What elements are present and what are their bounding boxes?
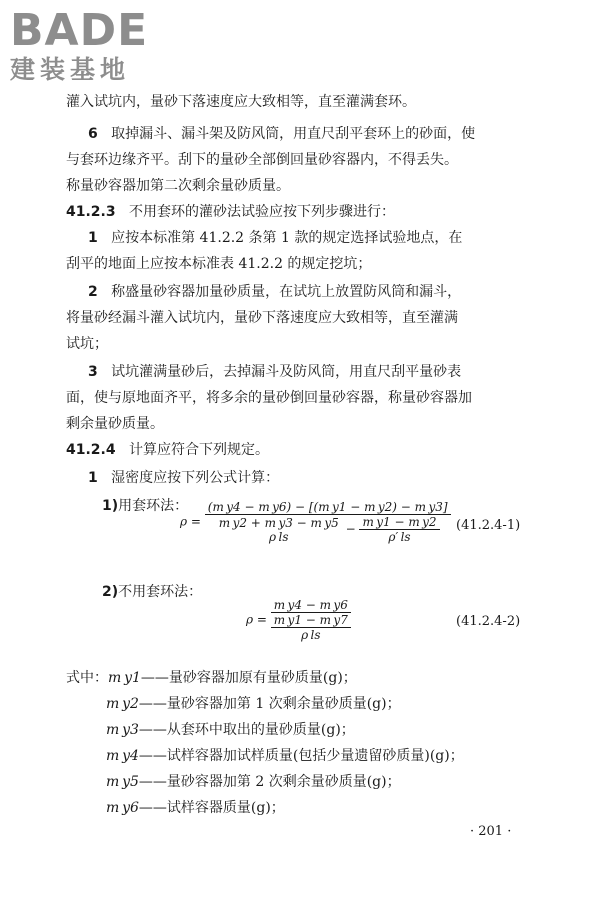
paragraph-line: 灌入试坑内，量砂下落速度应大致相等，直至灌满套环。 <box>66 94 416 110</box>
item-2-line <box>88 282 461 302</box>
item-text: 试坑灌满量砂后，去掉漏斗及防风筒，用直尺刮平量砂表 <box>111 364 462 380</box>
definition-row <box>66 668 357 688</box>
den-left-denominator: ρ ls <box>269 529 289 544</box>
definition-text: ——量砂容器加原有量砂质量(g)； <box>140 670 357 686</box>
item-6-line <box>88 124 475 144</box>
definition-text: ——试样容器加试样质量(包括少量遗留砂质量)(g)； <box>138 748 464 764</box>
formula-denominator <box>205 514 451 544</box>
definition-symbol: m y6 <box>106 800 139 816</box>
formula-mid: m y1 − m y7 <box>273 613 348 627</box>
denominator-right-fraction <box>359 515 439 544</box>
definition-text: ——试样容器质量(g)； <box>138 800 285 816</box>
item-number: 6 <box>88 126 98 142</box>
definition-symbol: m y2 <box>106 696 139 712</box>
paragraph-line: 刮平的地面上应按本标准表 41.2.2 的规定挖坑； <box>66 256 372 272</box>
definition-symbol: m y1 <box>108 670 141 686</box>
formula-minus: − <box>345 522 356 536</box>
formula-41-2-4-2 <box>246 598 351 642</box>
section-41-2-4 <box>66 440 269 460</box>
definition-symbol: m y4 <box>106 748 139 764</box>
formula-fraction <box>205 500 451 544</box>
den-right-denominator: ρ′ ls <box>359 529 439 544</box>
method-2-heading <box>102 582 202 602</box>
definition-row <box>106 746 464 766</box>
den-right-numerator: m y1 − m y2 <box>362 515 437 529</box>
definition-row <box>106 720 355 740</box>
definition-row <box>106 798 285 818</box>
definitions-intro: 式中： <box>66 670 108 686</box>
paragraph-line: 试坑； <box>66 336 108 352</box>
item-3-line <box>88 362 461 382</box>
definition-symbol: m y5 <box>106 774 139 790</box>
formula-lhs: ρ = <box>246 612 267 627</box>
item-number: 1 <box>88 230 98 246</box>
logo <box>10 5 149 84</box>
formula-lhs: ρ = <box>180 514 201 529</box>
method-label: 2) <box>102 584 119 600</box>
section-text: 计算应符合下列规定。 <box>128 442 269 458</box>
item-text: 取掉漏斗、漏斗架及防风筒，用直尺刮平套环上的砂面，使 <box>111 126 476 142</box>
formula-fraction <box>271 598 351 642</box>
formula-top: m y4 − m y6 <box>273 598 348 612</box>
definition-text: ——量砂容器加第 1 次剩余量砂质量(g)； <box>138 696 401 712</box>
calc-item-1 <box>88 468 279 488</box>
definition-row <box>106 694 401 714</box>
section-number: 41.2.4 <box>66 442 116 458</box>
method-label: 1) <box>102 498 119 514</box>
item-text: 称盛量砂容器加量砂质量，在试坑上放置防风筒和漏斗， <box>111 284 462 300</box>
formula-denominator <box>271 612 351 642</box>
equation-number: (41.2.4-2) <box>456 614 521 629</box>
denominator-left-fraction <box>216 516 342 544</box>
paragraph-line: 面，使与原地面齐平，将多余的量砂倒回量砂容器，称量砂容器加 <box>66 390 472 406</box>
item-number: 1 <box>88 470 98 486</box>
definition-symbol: m y3 <box>106 722 139 738</box>
method-text: 用套环法： <box>118 498 189 514</box>
formula-bottom: ρ ls <box>271 627 351 642</box>
formula-numerator: (m y4 − m y6) − [(m y1 − m y2) − m y3] <box>207 500 448 514</box>
item-number: 3 <box>88 364 98 380</box>
logo-subtitle: 建装基地 <box>10 55 131 84</box>
definition-row <box>106 772 401 792</box>
item-text: 湿密度应按下列公式计算： <box>111 470 280 486</box>
section-number: 41.2.3 <box>66 204 116 220</box>
page-number: · 201 · <box>470 824 512 839</box>
section-41-2-3 <box>66 202 395 222</box>
paragraph-line: 与套环边缘齐平。刮下的量砂全部倒回量砂容器内，不得丢失。 <box>66 152 458 168</box>
den-left-numerator: m y2 + m y3 − m y5 <box>218 515 339 530</box>
formula-41-2-4-1 <box>180 500 451 544</box>
inner-fraction <box>271 613 351 642</box>
paragraph-line: 剩余量砂质量。 <box>66 416 164 432</box>
method-text: 不用套环法： <box>118 584 203 600</box>
item-1-line <box>88 228 462 248</box>
definition-text: ——从套环中取出的量砂质量(g)； <box>138 722 355 738</box>
paragraph-line: 将量砂经漏斗灌入试坑内，量砂下落速度应大致相等，直至灌满 <box>66 310 458 326</box>
equation-number: (41.2.4-1) <box>456 518 521 533</box>
logo-wordmark: BADE <box>10 5 149 56</box>
paragraph-line: 称量砂容器加第二次剩余量砂质量。 <box>66 178 290 194</box>
item-text: 应按本标准第 41.2.2 条第 1 款的规定选择试验地点，在 <box>111 230 463 246</box>
method-1-heading <box>102 496 188 516</box>
definition-text: ——量砂容器加第 2 次剩余量砂质量(g)； <box>138 774 401 790</box>
section-text: 不用套环的灌砂法试验应按下列步骤进行： <box>128 204 395 220</box>
item-number: 2 <box>88 284 98 300</box>
